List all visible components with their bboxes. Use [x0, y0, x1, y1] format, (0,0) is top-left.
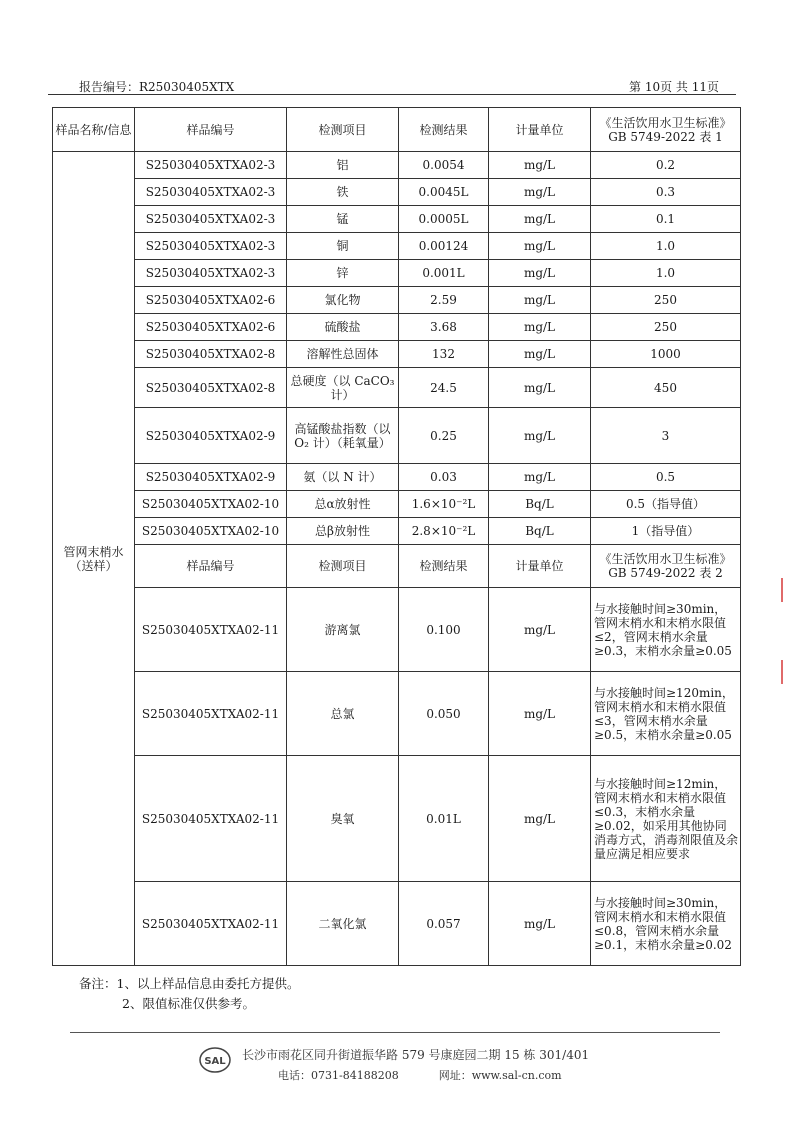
unit-cell: mg/L — [489, 756, 591, 882]
footer-address: 长沙市雨花区同升街道振华路 579 号康庭园二期 15 栋 301/401 — [242, 1048, 590, 1062]
table-header-row — [53, 108, 741, 152]
item-cell: 高锰酸盐指数（以 O₂ 计）（耗氧量） — [287, 408, 399, 464]
unit-cell: mg/L — [489, 260, 591, 287]
standard-cell: 1.0 — [591, 260, 741, 287]
sal-logo-icon — [199, 1047, 231, 1073]
standard-cell: 0.1 — [591, 206, 741, 233]
standard-cell: 与水接触时间≥30min，管网末梢水和末梢水限值≤0.8，管网末梢水余量≥0.1，末梢水余量≥0.02 — [591, 882, 741, 966]
item-cell: 溶解性总固体 — [287, 341, 399, 368]
item-cell: 二氧化氯 — [287, 882, 399, 966]
standard-cell: 1（指导值） — [591, 518, 741, 545]
result-cell: 0.00124 — [399, 233, 489, 260]
table-row — [53, 672, 741, 756]
header-item: 检测项目 — [287, 108, 399, 152]
unit-cell: mg/L — [489, 206, 591, 233]
sample-id-cell: S25030405XTXA02-11 — [135, 882, 287, 966]
table-row — [53, 756, 741, 882]
table-row — [53, 882, 741, 966]
standard-cell: 0.5（指导值） — [591, 491, 741, 518]
unit-cell: mg/L — [489, 152, 591, 179]
sample-id-cell: S25030405XTXA02-8 — [135, 341, 287, 368]
table-row — [53, 287, 741, 314]
standard-cell: 1000 — [591, 341, 741, 368]
sample-id-cell: S25030405XTXA02-3 — [135, 179, 287, 206]
footer-phone: 电话：0731-84188208 — [278, 1069, 399, 1082]
item-cell: 游离氯 — [287, 588, 399, 672]
sample-id-cell: S25030405XTXA02-9 — [135, 408, 287, 464]
table-row — [53, 152, 741, 179]
standard-cell: 与水接触时间≥12min，管网末梢水和末梢水限值≤0.3，末梢水余量≥0.02，如采用其他协同消毒方式，消毒剂限值及余量应满足相应要求 — [591, 756, 741, 882]
sal-logo-text: SAL — [204, 1056, 226, 1067]
sample-id-cell: S25030405XTXA02-6 — [135, 314, 287, 341]
remark-line-1: 备注：1、以上样品信息由委托方提供。 — [79, 976, 300, 991]
unit-cell: mg/L — [489, 341, 591, 368]
sample-id-cell: S25030405XTXA02-6 — [135, 287, 287, 314]
header-standard: 《生活饮用水卫生标准》GB 5749-2022 表 2 — [591, 545, 741, 588]
unit-cell: mg/L — [489, 287, 591, 314]
header-item: 检测项目 — [287, 545, 399, 588]
table-row — [53, 588, 741, 672]
item-cell: 总β放射性 — [287, 518, 399, 545]
report-number: 报告编号：R25030405XTX — [79, 80, 235, 94]
sample-name-cell: 管网末梢水（送样） — [53, 152, 135, 966]
table-row — [53, 408, 741, 464]
item-cell: 锰 — [287, 206, 399, 233]
footer-website: 网址：www.sal-cn.com — [438, 1069, 562, 1082]
result-cell: 24.5 — [399, 368, 489, 408]
unit-cell: mg/L — [489, 179, 591, 206]
result-cell: 0.01L — [399, 756, 489, 882]
item-cell: 总氯 — [287, 672, 399, 756]
header-result: 检测结果 — [399, 545, 489, 588]
sample-id-cell: S25030405XTXA02-3 — [135, 260, 287, 287]
item-cell: 硫酸盐 — [287, 314, 399, 341]
unit-cell: mg/L — [489, 368, 591, 408]
sample-id-cell: S25030405XTXA02-11 — [135, 588, 287, 672]
standard-cell: 250 — [591, 314, 741, 341]
item-cell: 铜 — [287, 233, 399, 260]
result-cell: 0.0005L — [399, 206, 489, 233]
stamp-edge-mark — [781, 660, 793, 684]
item-cell: 总α放射性 — [287, 491, 399, 518]
standard-cell: 0.3 — [591, 179, 741, 206]
sample-id-cell: S25030405XTXA02-10 — [135, 491, 287, 518]
table-row — [53, 233, 741, 260]
header-sample-info: 样品名称/信息 — [53, 108, 135, 152]
unit-cell: mg/L — [489, 464, 591, 491]
table-row — [53, 518, 741, 545]
table-row — [53, 179, 741, 206]
item-cell: 锌 — [287, 260, 399, 287]
table-row — [53, 341, 741, 368]
result-cell: 2.8×10⁻²L — [399, 518, 489, 545]
unit-cell: mg/L — [489, 233, 591, 260]
table-subheader-row — [53, 545, 741, 588]
result-cell: 132 — [399, 341, 489, 368]
page-header — [79, 78, 719, 94]
standard-cell: 0.5 — [591, 464, 741, 491]
unit-cell: mg/L — [489, 408, 591, 464]
unit-cell: mg/L — [489, 672, 591, 756]
table-row — [53, 314, 741, 341]
page-info: 第 10页 共 11页 — [629, 80, 719, 94]
standard-cell: 450 — [591, 368, 741, 408]
item-cell: 氨（以 N 计） — [287, 464, 399, 491]
header-standard: 《生活饮用水卫生标准》GB 5749-2022 表 1 — [591, 108, 741, 152]
item-cell: 总硬度（以 CaCO₃ 计） — [287, 368, 399, 408]
table-row — [53, 206, 741, 233]
header-sample-id: 样品编号 — [135, 108, 287, 152]
unit-cell: mg/L — [489, 588, 591, 672]
sample-id-cell: S25030405XTXA02-11 — [135, 756, 287, 882]
result-cell: 0.0054 — [399, 152, 489, 179]
sample-id-cell: S25030405XTXA02-11 — [135, 672, 287, 756]
table-row — [53, 368, 741, 408]
sample-id-cell: S25030405XTXA02-3 — [135, 152, 287, 179]
header-unit: 计量单位 — [489, 545, 591, 588]
header-sample-id: 样品编号 — [135, 545, 287, 588]
remark-line-2: 2、限值标准仅供参考。 — [122, 996, 255, 1011]
test-results-table — [52, 107, 741, 966]
table-row — [53, 260, 741, 287]
item-cell: 氯化物 — [287, 287, 399, 314]
sample-id-cell: S25030405XTXA02-3 — [135, 233, 287, 260]
standard-cell: 250 — [591, 287, 741, 314]
result-cell: 2.59 — [399, 287, 489, 314]
item-cell: 臭氧 — [287, 756, 399, 882]
unit-cell: Bq/L — [489, 518, 591, 545]
result-cell: 0.25 — [399, 408, 489, 464]
result-cell: 0.050 — [399, 672, 489, 756]
standard-cell: 与水接触时间≥120min，管网末梢水和末梢水限值≤3，管网末梢水余量≥0.5，末梢水余量≥0.05 — [591, 672, 741, 756]
sample-id-cell: S25030405XTXA02-9 — [135, 464, 287, 491]
standard-cell: 1.0 — [591, 233, 741, 260]
footer-divider — [70, 1032, 720, 1033]
unit-cell: Bq/L — [489, 491, 591, 518]
sample-id-cell: S25030405XTXA02-3 — [135, 206, 287, 233]
item-cell: 铁 — [287, 179, 399, 206]
result-cell: 0.100 — [399, 588, 489, 672]
sample-id-cell: S25030405XTXA02-10 — [135, 518, 287, 545]
footer-contact — [278, 1067, 562, 1083]
table-row — [53, 491, 741, 518]
result-cell: 1.6×10⁻²L — [399, 491, 489, 518]
result-cell: 0.057 — [399, 882, 489, 966]
sample-id-cell: S25030405XTXA02-8 — [135, 368, 287, 408]
header-unit: 计量单位 — [489, 108, 591, 152]
result-cell: 0.0045L — [399, 179, 489, 206]
standard-cell: 与水接触时间≥30min，管网末梢水和末梢水限值≤2，管网末梢水余量≥0.3，末梢水余量≥0.05 — [591, 588, 741, 672]
unit-cell: mg/L — [489, 314, 591, 341]
header-divider — [48, 94, 736, 95]
item-cell: 铝 — [287, 152, 399, 179]
stamp-edge-mark — [781, 578, 793, 602]
standard-cell: 3 — [591, 408, 741, 464]
result-cell: 0.001L — [399, 260, 489, 287]
result-cell: 3.68 — [399, 314, 489, 341]
header-result: 检测结果 — [399, 108, 489, 152]
result-cell: 0.03 — [399, 464, 489, 491]
remarks — [79, 974, 299, 1014]
unit-cell: mg/L — [489, 882, 591, 966]
table-row — [53, 464, 741, 491]
standard-cell: 0.2 — [591, 152, 741, 179]
